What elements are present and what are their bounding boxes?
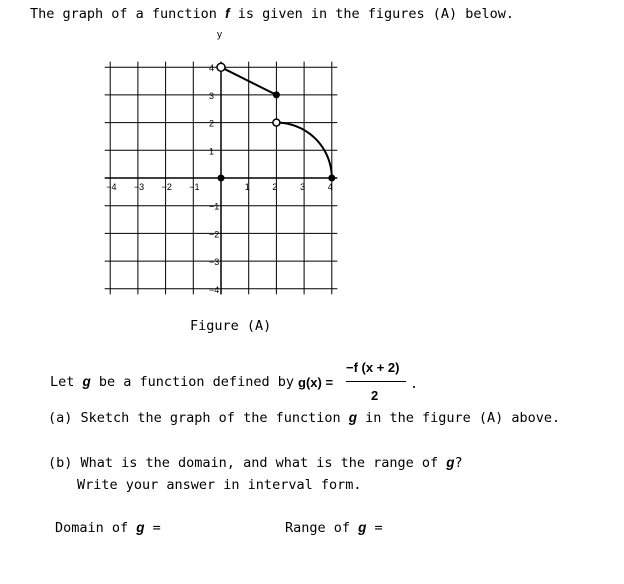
definition-g: g <box>82 374 91 389</box>
range-answer <box>285 520 383 536</box>
definition-lhs: g(x) = <box>298 375 334 390</box>
range-eq: = <box>366 520 383 536</box>
x-tick-label: 3 <box>300 182 306 192</box>
x-tick-label: 1 <box>244 182 250 192</box>
part-b-line2: Write your answer in interval form. <box>77 477 362 493</box>
figure-caption: Figure (A) <box>190 318 272 334</box>
closed-point <box>273 91 280 98</box>
domain-prefix: Domain of <box>55 520 137 536</box>
domain-answer <box>55 520 161 536</box>
part-a-suffix: in the figure (A) above. <box>356 410 561 426</box>
part-a-prefix: (a) Sketch the graph of the function <box>48 410 349 426</box>
definition-numerator: −f (x + 2) <box>346 360 400 375</box>
domain-eq: = <box>144 520 161 536</box>
open-point <box>273 119 280 126</box>
intro-prefix: The graph of a function <box>30 6 226 22</box>
intro-f: f <box>225 6 230 21</box>
y-tick-label: −4 <box>209 284 220 295</box>
y-tick-label: −3 <box>209 257 220 268</box>
definition-period: . <box>410 376 419 392</box>
y-tick-label: −1 <box>209 201 220 212</box>
open-point <box>217 63 225 71</box>
x-tick-label: −4 <box>106 182 117 192</box>
definition-text <box>50 374 294 390</box>
part-a-text <box>48 410 560 426</box>
y-tick-label: −2 <box>209 229 220 240</box>
definition-middle: be a function defined by <box>90 374 294 390</box>
definition-prefix: Let <box>50 374 83 390</box>
part-b-prefix: (b) What is the domain, and what is the range of <box>48 455 447 471</box>
part-a-g: g <box>348 410 357 425</box>
range-g: g <box>358 520 367 535</box>
fraction-bar <box>346 381 406 382</box>
y-tick-label: 3 <box>209 90 215 101</box>
domain-g: g <box>136 520 145 535</box>
x-tick-label: −2 <box>161 182 172 192</box>
x-tick-label: −1 <box>189 182 200 192</box>
part-b-g: g <box>446 455 455 470</box>
part-b-suffix: ? <box>454 455 463 471</box>
part-b-line1 <box>48 455 463 471</box>
x-tick-label: 2 <box>272 182 278 192</box>
x-tick-label: −3 <box>133 182 145 192</box>
y-tick-label: 4 <box>209 63 215 74</box>
closed-point <box>328 175 335 182</box>
definition-denominator: 2 <box>371 388 379 403</box>
y-tick-label: 2 <box>209 118 215 129</box>
range-prefix: Range of <box>285 520 359 536</box>
intro-suffix: is given in the figures (A) below. <box>229 6 515 22</box>
y-axis-label: y <box>217 29 222 41</box>
closed-point <box>218 175 225 182</box>
y-tick-label: 1 <box>209 146 215 157</box>
x-tick-label: 4 <box>327 182 333 192</box>
